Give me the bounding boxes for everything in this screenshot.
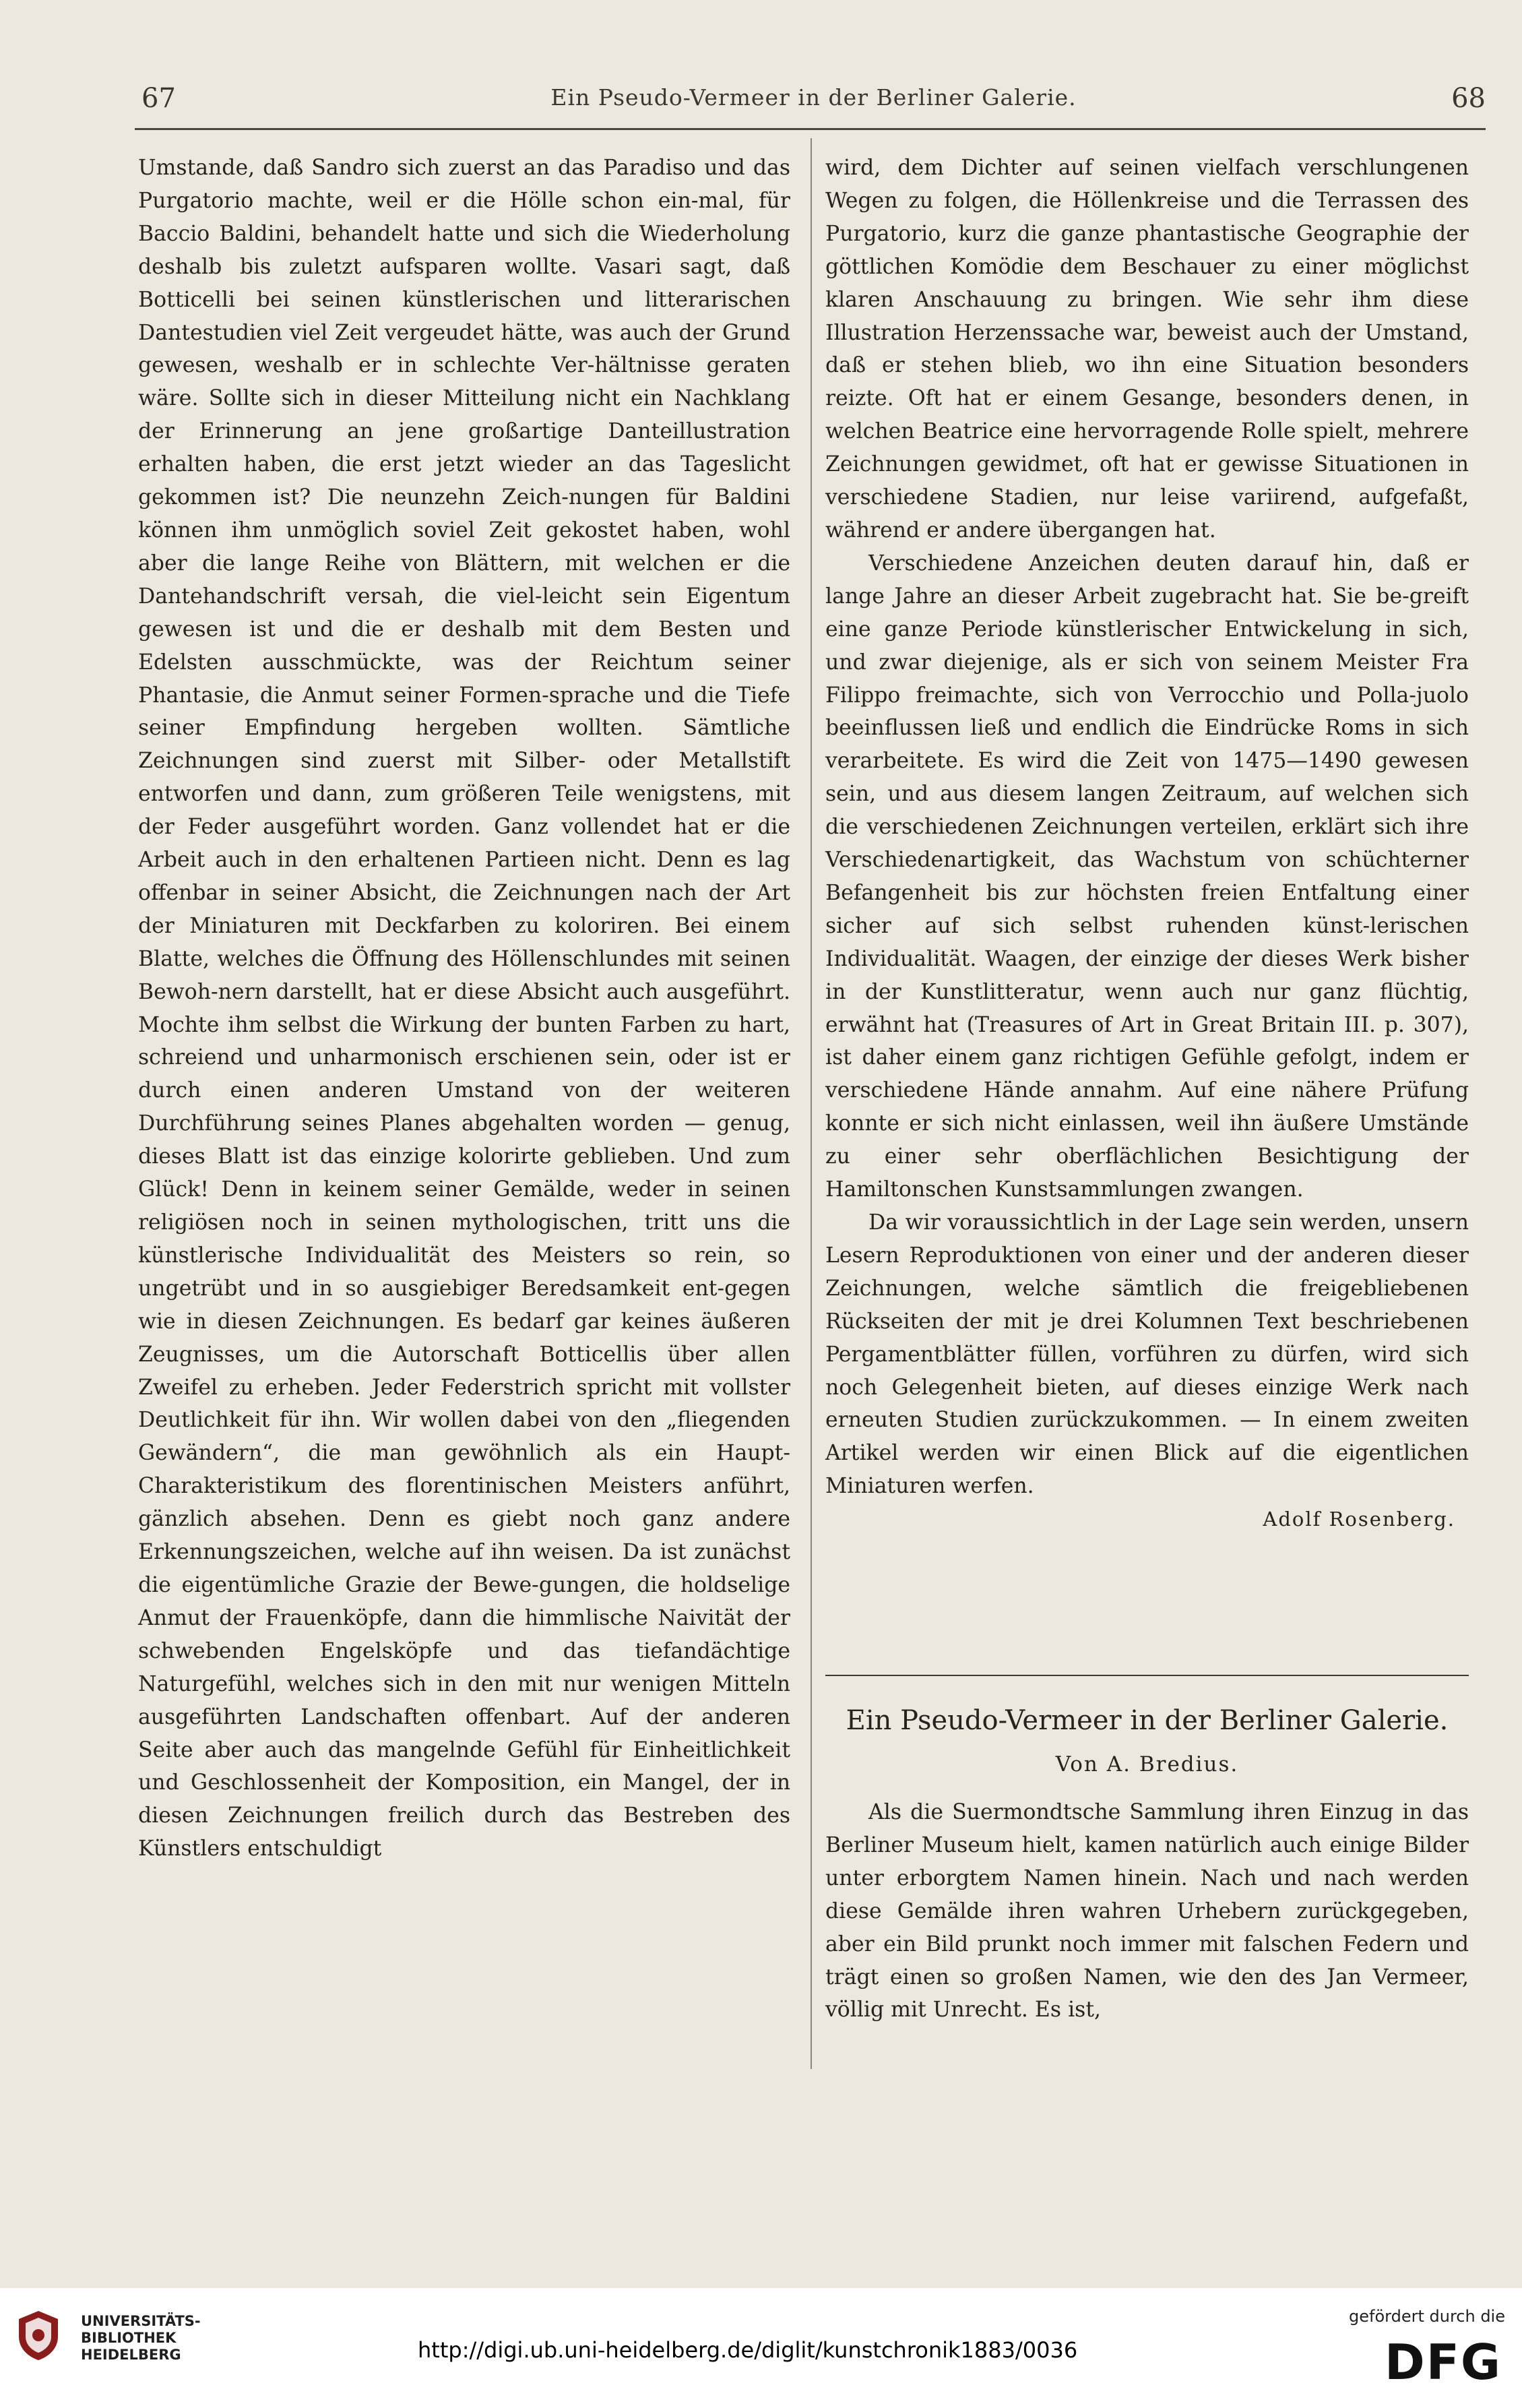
header-rule xyxy=(135,128,1486,130)
paragraph: Verschiedene Anzeichen deuten darauf hin, daß er lange Jahre an dieser Arbeit zugebracht hat. Sie be-greift eine ganze Periode künstlerischer Entwickelung in sich, und zwar diejenige, als er sich von seinem Meister Fra Filippo freimachte, sich von Verrocchio und Polla-juolo beeinflussen ließ und endlich die Eindrücke Roms in sich verarbeitete. Es wird die Zeit von 1475—1490 gewesen sein, und aus diesem langen Zeitraum, auf welchen sich die verschiedenen Zeichnungen verteilen, erklärt sich ihre Verschiedenartigkeit, das Wachstum von schüchterner Befangenheit bis zur höchsten freien Entfaltung einer sicher auf sich selbst ruhenden künst-lerischen Individualität. Waagen, der einzige der dieses Werk bisher in der Kunstlitteratur, wenn auch nur ganz flüchtig, erwähnt hat (Treasures of Art in Great Britain III. p. 307), ist daher einem ganz richtigen Gefühle gefolgt, indem er verschiedene Hände annahm. Auf eine nähere Prüfung konnte er sich nicht einlassen, weil ihn äußere Umstände zu einer sehr oberflächlichen Besichtigung der Hamiltonschen Kunstsammlungen zwangen. xyxy=(825,551,1469,1202)
article-title: Ein Pseudo-Vermeer in der Berliner Galerie. xyxy=(846,1705,1449,1736)
paragraph: Da wir voraussichtlich in der Lage sein werden, unsern Lesern Reproduktionen von einer und der anderen dieser Zeichnungen, welche sämtlich die freigebliebenen Rückseiten der mit je drei Kolumnen Text beschriebenen Pergamentblätter füllen, vorführen zu dürfen, wird sich noch Gelegenheit bieten, auf dieses einzige Werk nach erneuten Studien zurückzukommen. — In einem zweiten Artikel werden wir einen Blick auf die eigentlichen Miniaturen werfen. xyxy=(825,1210,1469,1499)
column-divider xyxy=(811,138,812,2069)
page-number-left: 67 xyxy=(141,83,176,114)
author-signature: Adolf Rosenberg. xyxy=(1263,1508,1455,1531)
article-author: Von A. Bredius. xyxy=(1055,1752,1239,1777)
permalink[interactable]: http://digi.ub.uni-heidelberg.de/diglit/kunstchronik1883/0036 xyxy=(418,2337,1078,2363)
dfg-logo: DFG xyxy=(1384,2334,1502,2390)
institution-line: BIBLIOTHEK xyxy=(81,2330,177,2346)
paragraph: wird, dem Dichter auf seinen vielfach verschlungenen Wegen zu folgen, die Höllenkreise und die Terrassen des Purgatorio, kurz die ganze phantastische Geographie der göttlichen Komödie dem Beschauer zu einer möglichst klaren Anschauung zu bringen. Wie sehr ihm diese Illustration Herzenssache war, beweist auch der Umstand, daß er stehen blieb, wo ihn eine Situation besonders reizte. Oft hat er einem Gesange, besonders denen, in welchen Beatrice eine hervorragende Rolle spielt, mehrere Zeichnungen gewidmet, oft hat er gewisse Situationen in verschiedene Stadien, nur leise variirend, aufgefaßt, während er andere übergangen hat. xyxy=(825,156,1469,543)
left-column xyxy=(138,152,790,1865)
institution-line: HEIDELBERG xyxy=(81,2347,181,2363)
university-seal-icon xyxy=(15,2308,62,2362)
paragraph: Als die Suermondtsche Sammlung ihren Einzug in das Berliner Museum hielt, kamen natürlich auch einige Bilder unter erborgtem Namen hinein. Nach und nach werden diese Gemälde ihren wahren Urhebern zurückgegeben, aber ein Bild prunkt noch immer mit falschen Federn und trägt einen so großen Namen, wie den des Jan Vermeer, völlig mit Unrecht. Es ist, xyxy=(825,1800,1469,2023)
page-header xyxy=(141,71,1486,125)
article-body xyxy=(825,1796,1469,2027)
footer-bar xyxy=(0,2288,1522,2408)
running-title: Ein Pseudo-Vermeer in der Berliner Galerie. xyxy=(550,84,1077,111)
paragraph: Umstande, daß Sandro sich zuerst an das Paradiso und das Purgatorio machte, weil er die Hölle schon ein-mal, für Baccio Baldini, behandelt hatte und sich die Wiederholung deshalb bis zuletzt aufsparen wollte. Vasari sagt, daß Botticelli bei seinen künstlerischen und litterarischen Dantestudien viel Zeit vergeudet hätte, was auch der Grund gewesen, weshalb er in schlechte Ver-hältnisse geraten wäre. Sollte sich in dieser Mitteilung nicht ein Nachklang der Erinnerung an jene großartige Danteillustration erhalten haben, die erst jetzt wieder an das Tageslicht gekommen ist? Die neunzehn Zeich-nungen für Baldini können ihm unmöglich soviel Zeit gekostet haben, wohl aber die lange Reihe von Blättern, mit welchen er die Dantehandschrift versah, die viel-leicht sein Eigentum gewesen ist und die er deshalb mit dem Besten und Edelsten ausschmückte, was der Reichtum seiner Phantasie, die Anmut seiner Formen-sprache und die Tiefe seiner Empfindung hergeben wollten. Sämtliche Zeichnungen sind zuerst mit Silber- oder Metallstift entworfen und dann, zum größeren Teile wenigstens, mit der Feder ausgeführt worden. Ganz vollendet hat er die Arbeit auch in den erhaltenen Partieen nicht. Denn es lag offenbar in seiner Absicht, die Zeichnungen nach der Art der Miniaturen mit Deckfarben zu koloriren. Bei einem Blatte, welches die Öffnung des Höllenschlundes mit seinen Bewoh-nern darstellt, hat er diese Absicht auch ausgeführt. Mochte ihm selbst die Wirkung der bunten Farben zu hart, schreiend und unharmonisch erschienen sein, oder ist er durch einen anderen Umstand von der weiteren Durchführung seines Planes abgehalten worden — genug, dieses Blatt ist das einzige kolorirte geblieben. Und zum Glück! Denn in keinem seiner Gemälde, weder in seinen religiösen noch in seinen mythologischen, tritt uns die künstlerische Individualität des Meisters so rein, so ungetrübt und in so ausgiebiger Beredsamkeit ent-gegen wie in diesen Zeichnungen. Es bedarf gar keines äußeren Zeugnisses, um die Autorschaft Botticellis über allen Zweifel zu erheben. Jeder Federstrich spricht mit vollster Deutlichkeit für ihn. Wir wollen dabei von den „fliegenden Gewändern“, die man gewöhnlich als ein Haupt-Charakteristikum des florentinischen Meisters anführt, gänzlich absehen. Denn es giebt noch ganz andere Erkennungszeichen, welche auf ihn weisen. Da ist zunächst die eigentümliche Grazie der Bewe-gungen, die holdselige Anmut der Frauenköpfe, dann die himmlische Naivität der schwebenden Engelsköpfe und das tiefandächtige Naturgefühl, welches sich in den mit nur wenigen Mitteln ausgeführten Landschaften offenbart. Auf der anderen Seite aber auch das mangelnde Gefühl für Einheitlichkeit und Geschlossenheit der Komposition, ein Mangel, der in diesen Zeichnungen freilich durch das Bestreben des Künstlers entschuldigt xyxy=(138,156,790,1861)
article-separator xyxy=(825,1675,1469,1676)
funding-text: gefördert durch die xyxy=(1349,2307,1505,2326)
page-number-right: 68 xyxy=(1451,83,1486,114)
right-column xyxy=(825,152,1469,1536)
institution-line: UNIVERSITÄTS- xyxy=(81,2313,201,2329)
institution-name xyxy=(81,2313,201,2364)
